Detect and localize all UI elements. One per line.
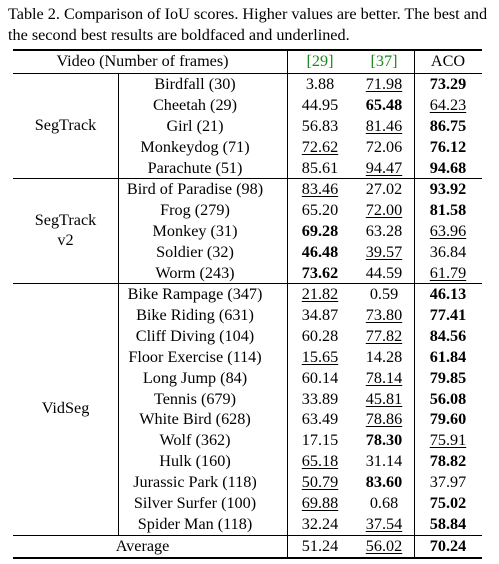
cell-37: 39.57 <box>365 243 403 261</box>
cell-29: 33.89 <box>301 389 339 408</box>
table-row <box>13 514 482 536</box>
row-name: Birdfall (30) <box>154 75 236 93</box>
row-name: Silver Surfer (100) <box>133 494 257 512</box>
cell-aco: 76.12 <box>429 138 467 156</box>
cell-aco: 63.96 <box>429 222 467 240</box>
header-ref-37[interactable]: [37] <box>370 52 398 70</box>
average-row <box>13 536 482 558</box>
row-name: Soldier (32) <box>156 243 234 261</box>
cell-37: 72.00 <box>365 201 403 219</box>
cell-29: 15.65 <box>301 347 339 366</box>
row-name: Monkeydog (71) <box>140 138 250 156</box>
table-row <box>13 409 482 431</box>
cell-37: 44.59 <box>365 264 403 282</box>
cell-aco: 75.91 <box>429 431 467 450</box>
cell-29: 72.62 <box>301 138 339 156</box>
cell-37: 71.98 <box>365 75 403 93</box>
table-row <box>13 472 482 494</box>
table-row <box>13 179 482 201</box>
group-vidseg: VidSeg <box>41 399 90 417</box>
cell-aco: 61.84 <box>429 347 467 366</box>
row-name: Spider Man (118) <box>137 514 253 533</box>
table-row <box>13 74 482 96</box>
cell-37: 31.14 <box>365 452 403 471</box>
cell-aco: 36.84 <box>429 243 467 261</box>
table-row <box>13 451 482 473</box>
cell-29: 56.83 <box>301 117 339 135</box>
cell-37: 72.06 <box>365 138 403 156</box>
cell-37: 94.47 <box>365 159 403 177</box>
cell-29: 65.18 <box>301 452 339 471</box>
cell-aco: 93.92 <box>429 180 467 198</box>
table-row <box>13 284 482 306</box>
cell-aco: 79.85 <box>429 368 467 387</box>
cell-aco: 81.58 <box>429 201 467 219</box>
row-name: Monkey (31) <box>152 222 238 240</box>
cell-29: 44.95 <box>301 96 339 114</box>
cell-29: 60.14 <box>301 368 339 387</box>
cell-37: 77.82 <box>365 326 403 345</box>
row-name: Cheetah (29) <box>152 96 238 114</box>
table-row <box>13 326 482 348</box>
cell-aco: 77.41 <box>429 305 467 324</box>
row-name: Bike Rampage (347) <box>127 285 263 303</box>
cell-29: 21.82 <box>301 285 339 303</box>
table-header <box>13 51 482 73</box>
table-row <box>13 137 482 159</box>
cell-aco: 75.02 <box>429 494 467 512</box>
cell-37: 56.02 <box>365 536 403 555</box>
cell-37: 78.30 <box>365 431 403 450</box>
table-row <box>13 263 482 285</box>
table-row <box>13 368 482 390</box>
table-row <box>13 493 482 515</box>
table-row <box>13 430 482 452</box>
cell-aco: 78.82 <box>429 452 467 471</box>
cell-37: 81.46 <box>365 117 403 135</box>
cell-aco: 64.23 <box>429 96 467 114</box>
cell-aco: 37.97 <box>429 473 467 492</box>
row-name: Long Jump (84) <box>142 368 248 387</box>
table-row <box>13 389 482 411</box>
cell-37: 73.80 <box>365 305 403 324</box>
cell-37: 83.60 <box>365 473 403 492</box>
cell-37: 45.81 <box>365 389 403 408</box>
cell-37: 37.54 <box>365 514 403 533</box>
cell-29: 32.24 <box>301 514 339 533</box>
table-row <box>13 200 482 222</box>
cell-aco: 70.24 <box>429 536 467 555</box>
cell-aco: 58.84 <box>429 514 467 533</box>
cell-aco: 86.75 <box>429 117 467 135</box>
cell-37: 63.28 <box>365 222 403 240</box>
cell-29: 3.88 <box>305 75 335 93</box>
table-row <box>13 221 482 243</box>
header-aco: ACO <box>430 52 466 70</box>
cell-37: 27.02 <box>365 180 403 198</box>
table-row <box>13 242 482 264</box>
row-name: Worm (243) <box>155 264 235 282</box>
cell-29: 83.46 <box>301 180 339 198</box>
table-row <box>13 347 482 369</box>
cell-37: 78.86 <box>365 410 403 429</box>
row-name: Tennis (679) <box>153 389 237 408</box>
cell-37: 14.28 <box>365 347 403 366</box>
table-caption: Table 2. Comparison of IoU scores. Higher values are better. The best and the second best results are boldfaced and underlined. <box>8 5 488 44</box>
average-label: Average <box>115 536 170 555</box>
row-name: White Bird (628) <box>139 410 251 429</box>
row-name: Floor Exercise (114) <box>128 347 262 366</box>
cell-aco: 46.13 <box>429 285 467 303</box>
cell-aco: 84.56 <box>429 326 467 345</box>
group-segtrack: SegTrack <box>34 116 97 134</box>
header-video: Video (Number of frames) <box>56 52 229 70</box>
row-name: Jurassic Park (118) <box>133 473 257 492</box>
cell-aco: 56.08 <box>429 389 467 408</box>
cell-aco: 61.79 <box>429 264 467 282</box>
row-name: Bike Riding (631) <box>136 305 254 324</box>
table-row <box>13 305 482 327</box>
header-ref-29[interactable]: [29] <box>306 52 334 70</box>
table-row <box>13 158 482 180</box>
cell-aco: 94.68 <box>429 159 467 177</box>
row-name: Cliff Diving (104) <box>135 326 255 345</box>
cell-29: 17.15 <box>301 431 339 450</box>
group-segtrack-v2-line1: SegTrack <box>34 211 97 229</box>
row-name: Bird of Paradise (98) <box>126 180 264 198</box>
cell-aco: 73.29 <box>429 75 467 93</box>
cell-29: 69.88 <box>301 494 339 512</box>
row-name: Wolf (362) <box>159 431 231 450</box>
cell-37: 65.48 <box>365 96 403 114</box>
row-name: Frog (279) <box>160 201 230 219</box>
bottom-rule <box>13 557 482 559</box>
cell-29: 69.28 <box>301 222 339 240</box>
row-name: Girl (21) <box>166 117 224 135</box>
cell-29: 60.28 <box>301 326 339 345</box>
cell-29: 34.87 <box>301 305 339 324</box>
cell-37: 0.59 <box>369 285 399 303</box>
cell-29: 65.20 <box>301 201 339 219</box>
cell-37: 78.14 <box>365 368 403 387</box>
table-row <box>13 116 482 138</box>
cell-29: 85.61 <box>301 159 339 177</box>
cell-29: 51.24 <box>301 536 339 555</box>
cell-29: 46.48 <box>301 243 339 261</box>
cell-29: 63.49 <box>301 410 339 429</box>
table-row <box>13 95 482 117</box>
cell-aco: 79.60 <box>429 410 467 429</box>
cell-37: 0.68 <box>369 494 399 512</box>
row-name: Parachute (51) <box>147 159 243 177</box>
group-segtrack-v2-line2: v2 <box>57 231 74 249</box>
cell-29: 73.62 <box>301 264 339 282</box>
cell-29: 50.79 <box>301 473 339 492</box>
row-name: Hulk (160) <box>159 452 231 471</box>
